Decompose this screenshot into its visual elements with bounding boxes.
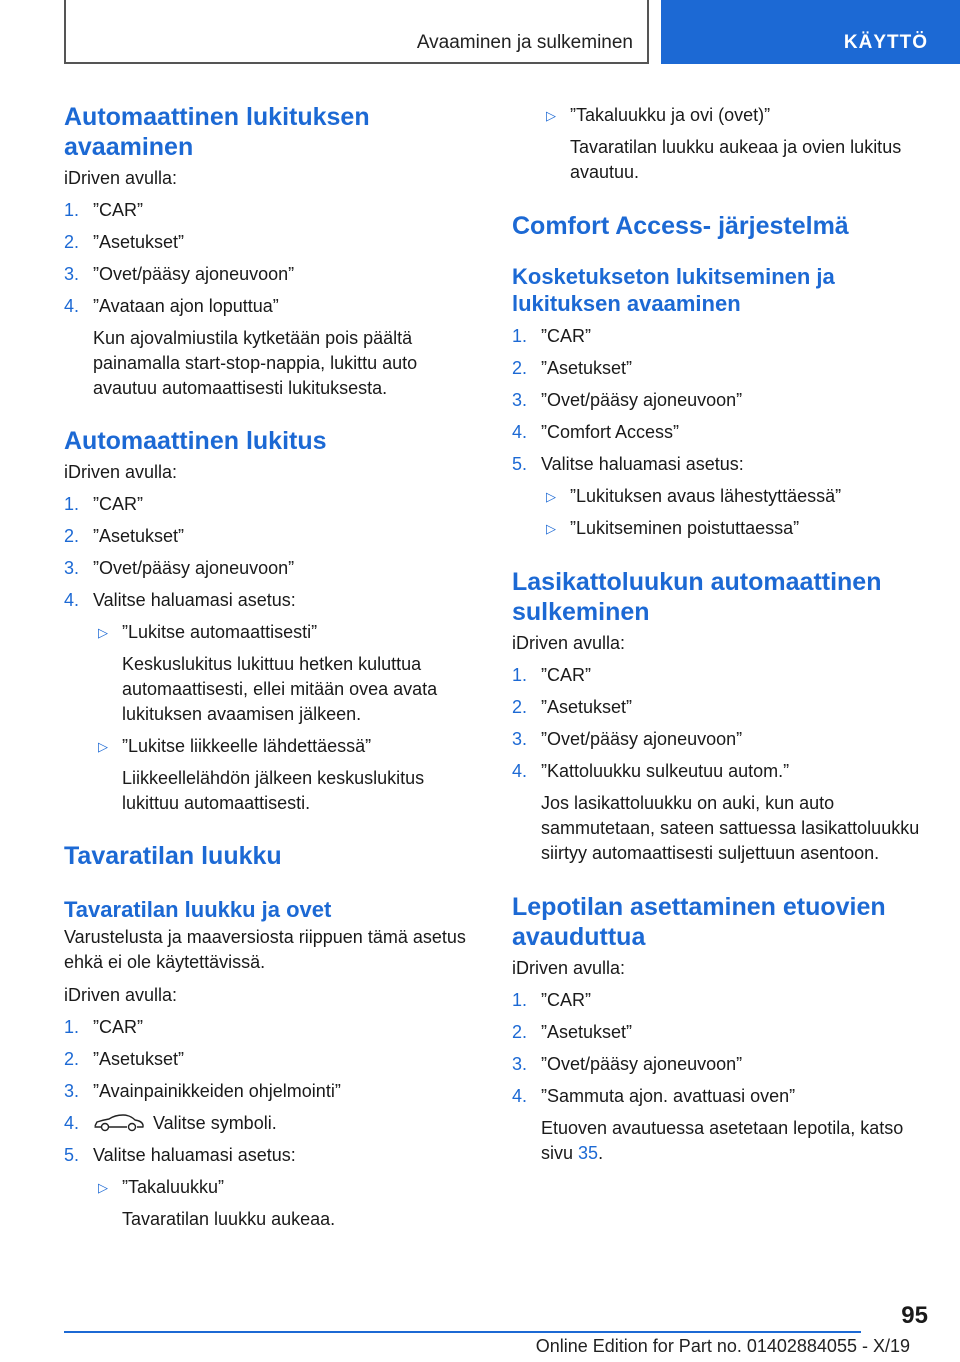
option-list	[93, 620, 476, 816]
triangle-bullet-icon: ▷	[546, 489, 556, 504]
intro-text: iDriven avulla:	[64, 985, 178, 1005]
footer-divider	[64, 1331, 861, 1333]
triangle-bullet-icon: ▷	[546, 108, 556, 123]
header-box	[64, 0, 649, 64]
triangle-bullet-icon: ▷	[98, 1180, 108, 1195]
intro-text: iDriven avulla:	[64, 462, 178, 482]
steps-auto-unlock	[64, 198, 476, 401]
triangle-bullet-icon: ▷	[546, 521, 556, 536]
step-description: Etuoven avautuessa asetetaan lepotila, katso sivu 35.	[541, 1118, 904, 1163]
body-text: Varustelusta ja maaversiosta riippuen tämä asetus ehkä ei ole käytettävissä.	[64, 927, 466, 972]
heading-auto-lock: Automaattinen lukitus	[64, 427, 327, 455]
option-item: ▷ ”Lukitse automaattisesti” Keskuslukitus lukittuu hetken kuluttua automaattisesti, ellei mitään ovea avata lukituksen avaamisen jälkeen.	[93, 620, 476, 727]
option-list	[541, 484, 924, 541]
page-number: 95	[901, 1302, 928, 1329]
option-description: Keskuslukitus lukittuu hetken kuluttua automaattisesti, ellei mitään ovea avata lukituksen avaamisen jälkeen.	[122, 654, 438, 724]
list-item: 2. ”Asetukset”	[64, 526, 185, 546]
list-item: 1. ”CAR”	[512, 326, 591, 346]
steps-auto-lock	[64, 492, 476, 816]
list-item: 4. ”Sammuta ajon. avattuasi oven” Etuoven avautuessa asetetaan lepotila, katso sivu 35.	[512, 1084, 924, 1166]
heading-sleep-mode: Lepotilan asettaminen etuovien avauduttua	[512, 893, 886, 951]
triangle-bullet-icon: ▷	[98, 625, 108, 640]
intro-text: iDriven avulla:	[512, 958, 626, 978]
car-icon	[93, 1112, 145, 1132]
list-item: 1. ”CAR”	[64, 1017, 143, 1037]
right-column	[512, 102, 924, 1166]
steps-comfort-access	[512, 324, 924, 541]
list-item: 3. ”Ovet/pääsy ajoneuvoon”	[512, 729, 743, 749]
list-item: 2. ”Asetukset”	[64, 232, 185, 252]
step-description: Jos lasikattoluukku on auki, kun auto sammutetaan, sateen sattuessa lasikattoluukku siirtyy automaattisesti suljettuun asentoon.	[541, 793, 920, 863]
option-description: Liikkeellelähdön jälkeen keskuslukitus lukittuu automaattisesti.	[122, 768, 425, 813]
page-reference-link[interactable]: 35	[578, 1143, 599, 1163]
subheading-keyless: Kosketukseton lukitseminen ja lukituksen avaaminen	[512, 264, 835, 316]
footer-edition: Online Edition for Part no. 01402884055 - X/19	[535, 1336, 910, 1356]
list-item: 4. Valitse symboli.	[64, 1113, 277, 1133]
option-list	[93, 1175, 476, 1232]
section-tab[interactable]	[661, 0, 960, 64]
heading-comfort-access: Comfort Access- järjestelmä	[512, 212, 849, 240]
list-item: 2. ”Asetukset”	[512, 697, 633, 717]
option-list	[541, 103, 924, 185]
list-item: 3. ”Ovet/pääsy ajoneuvoon”	[64, 558, 295, 578]
list-item: 4. ”Avataan ajon loputtua” Kun ajovalmiustila kytketään pois päältä painamalla start-stop-nappia, lukittu auto avautuu automaattisesti lukituksesta.	[64, 294, 476, 401]
intro-text: iDriven avulla:	[64, 168, 178, 188]
heading-sunroof: Lasikattoluukun automaattinen sulkeminen	[512, 568, 882, 626]
triangle-bullet-icon: ▷	[98, 739, 108, 754]
steps-sunroof	[512, 663, 924, 866]
heading-tailgate: Tavaratilan luukku	[64, 842, 282, 870]
list-item: 5. Valitse haluamasi asetus: ▷ ”Lukituksen avaus lähestyttäessä” ▷ ”Lukitseminen poistuttaessa”	[512, 452, 924, 541]
list-item: 1. ”CAR”	[512, 665, 591, 685]
intro-text: iDriven avulla:	[512, 633, 626, 653]
left-column	[64, 102, 476, 1232]
list-item: 4. ”Kattoluukku sulkeutuu autom.” Jos lasikattoluukku on auki, kun auto sammutetaan, sateen sattuessa lasikattoluukku siirtyy automaattisesti suljettuun asentoon.	[512, 759, 924, 866]
list-item: 3. ”Ovet/pääsy ajoneuvoon”	[512, 1054, 743, 1074]
list-item: 5. Valitse haluamasi asetus: ▷ ”Takaluukku” Tavaratilan luukku aukeaa.	[64, 1143, 476, 1232]
list-item: 2. ”Asetukset”	[512, 358, 633, 378]
option-item: ▷ ”Takaluukku” Tavaratilan luukku aukeaa.	[93, 1175, 476, 1232]
section-tab-label: KÄYTTÖ	[843, 32, 928, 53]
option-item: ▷ ”Takaluukku ja ovi (ovet)” Tavaratilan luukku aukeaa ja ovien lukitus avautuu.	[541, 103, 924, 185]
list-item: 3. ”Ovet/pääsy ajoneuvoon”	[512, 390, 743, 410]
list-item: 4. Valitse haluamasi asetus: ▷ ”Lukitse automaattisesti” Keskuslukitus lukittuu hetken kuluttua automaattisesti, ellei mitään ovea avata lukituksen avaamisen jälkeen. ▷ ”Lukitse liikkeelle lähdettäessä” Liikkeellelähdön jälkeen keskuslukitus lukittuu automaattisesti.	[64, 588, 476, 816]
list-item: 1. ”CAR”	[64, 494, 143, 514]
steps-sleep-mode	[512, 988, 924, 1166]
list-item: 1. ”CAR”	[64, 200, 143, 220]
option-item: ▷ ”Lukitseminen poistuttaessa”	[541, 516, 924, 541]
option-item: ▷ ”Lukitse liikkeelle lähdettäessä” Liikkeellelähdön jälkeen keskuslukitus lukittuu automaattisesti.	[93, 734, 476, 816]
option-description: Tavaratilan luukku aukeaa ja ovien lukitus avautuu.	[570, 137, 902, 182]
step-description: Kun ajovalmiustila kytketään pois päältä painamalla start-stop-nappia, lukittu auto avautuu automaattisesti lukituksesta.	[93, 328, 418, 398]
option-description: Tavaratilan luukku aukeaa.	[122, 1209, 336, 1229]
chapter-title: Avaaminen ja sulkeminen	[416, 32, 633, 53]
steps-tailgate	[64, 1015, 476, 1232]
list-item: 3. ”Ovet/pääsy ajoneuvoon”	[64, 264, 295, 284]
heading-auto-unlock: Automaattinen lukituksen avaaminen	[64, 103, 370, 161]
subheading-tailgate-doors: Tavaratilan luukku ja ovet	[64, 897, 332, 922]
list-item: 2. ”Asetukset”	[512, 1022, 633, 1042]
option-item: ▷ ”Lukituksen avaus lähestyttäessä”	[541, 484, 924, 509]
list-item: 4. ”Comfort Access”	[512, 422, 680, 442]
list-item: 1. ”CAR”	[512, 990, 591, 1010]
list-item: 3. ”Avainpainikkeiden ohjelmointi”	[64, 1081, 341, 1101]
list-item: 2. ”Asetukset”	[64, 1049, 185, 1069]
